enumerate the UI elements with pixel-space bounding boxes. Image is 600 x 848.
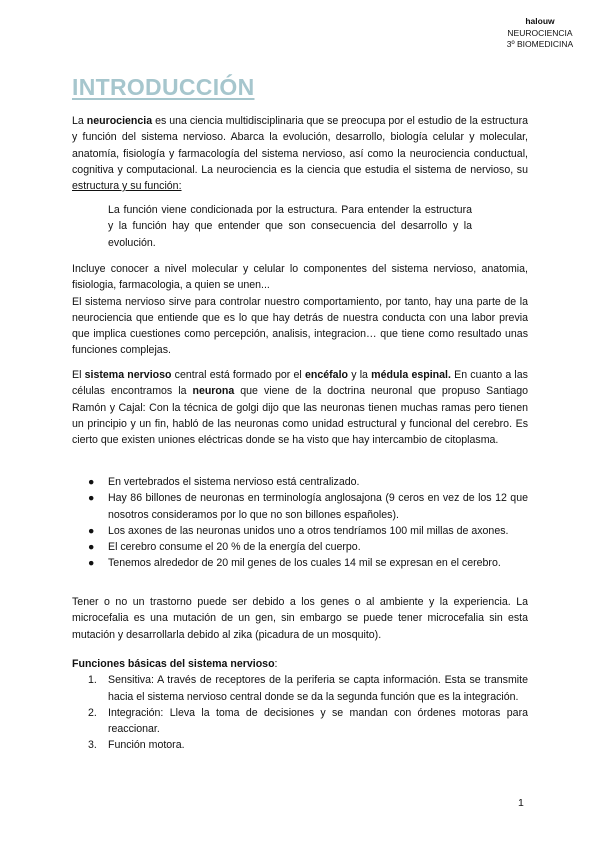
paragraph-includes — [72, 261, 528, 359]
list-item — [72, 672, 528, 705]
text: Los axones de las neuronas unidos uno a otros tendríamos 100 mil millas de axones. — [108, 524, 509, 537]
list-number: 1. — [88, 674, 97, 687]
list-item — [72, 490, 528, 523]
text: es una ciencia multidisciplinaria que se preocupa por el estudio de la estructura y función del sistema nervioso. Abarca la evolución, desarrollo, biología celular y molecular, anatomía, fisiología y farmacología del sistema nervioso, así como la neurociencia conductual, cognitiva y computacional. La neurociencia es la ciencia que estudia el sistema de nervioso, su — [72, 115, 528, 176]
list-item — [72, 539, 528, 555]
bullet-icon: ● — [88, 492, 95, 505]
text: El sistema nervioso sirve para controlar nuestro comportamiento, por tanto, hay una parte de la neurociencia que entiende que es lo que hay detrás de nuestra conducta con una labor previa que implica cuestiones como percepción, analisis, integracion… que tiene como resultado unas funciones complejas. — [72, 295, 528, 357]
text: central está formado por el — [171, 369, 305, 381]
page-number: 1 — [518, 797, 524, 809]
text: Hay 86 billones de neuronas en terminología anglosajona (9 ceros en vez de los 12 que nosotros consideramos por lo que no son billones españoles). — [108, 492, 528, 521]
bold-term: neurona — [192, 385, 235, 398]
bold-term: sistema nervioso — [84, 369, 172, 381]
text: Función motora. — [108, 739, 185, 752]
indented-quote: La función viene condicionada por la estructura. Para entender la estructura y la función hay que entender que son consecuencia del desarrollo y la evolución. — [108, 204, 472, 249]
underlined-text: estructura y su función: — [72, 180, 182, 193]
text: Tenemos alrededor de 20 mil genes de los cuales 14 mil se expresan en el cerebro. — [108, 557, 501, 570]
text: En vertebrados el sistema nervioso está centralizado. — [108, 476, 360, 488]
text: El — [72, 369, 85, 381]
list-item — [72, 523, 528, 539]
bullet-icon: ● — [88, 557, 95, 570]
text: Incluye conocer a nivel molecular y celular lo componentes del sistema nervioso, anatomia, fisiologia, farmacologia, a quien se unen... — [72, 263, 528, 292]
text: Integración: Lleva la toma de decisiones y se mandan con órdenes motoras para reaccionar. — [108, 706, 528, 736]
header-author: halouw — [525, 16, 555, 26]
text: y la — [347, 369, 372, 381]
paragraph-disorders: Tener o no un trastorno puede ser debido a los genes o al ambiente y la experiencia. La microcefalia es una mutación de un gen, sin embargo se puede tener microcefalia sin esta mutación y desarrollarla debido al zika (picadura de un mosquito). — [72, 596, 528, 641]
bold-term: neurociencia — [86, 115, 153, 127]
list-item — [72, 737, 528, 753]
text: En cuanto a las células encontramos la — [72, 369, 528, 398]
list-number: 3. — [88, 739, 97, 752]
header-subject: NEUROCIENCIA — [507, 27, 573, 38]
paragraph-nervous-system — [72, 367, 528, 448]
list-item — [72, 474, 528, 490]
header-course: 3º BIOMEDICINA — [506, 39, 574, 49]
text: Sensitiva: A través de receptores de la periferia se capta información. Esta se transmite hacia el sistema nervioso central donde se da la segunda función que es la integración. — [108, 674, 528, 703]
numbered-list — [72, 672, 528, 753]
bullet-list — [72, 474, 528, 572]
list-number: 2. — [88, 706, 97, 719]
bullet-icon: ● — [88, 541, 95, 554]
list-item — [72, 705, 528, 738]
text: El cerebro consume el 20 % de la energía del cuerpo. — [108, 541, 361, 554]
text: La — [72, 115, 87, 127]
text: : — [274, 658, 278, 670]
page-title: INTRODUCCIÓN — [72, 74, 255, 100]
functions-section — [72, 656, 528, 754]
paragraph-intro — [72, 113, 528, 194]
bold-term: encéfalo — [305, 369, 348, 381]
bold-term: médula espinal. — [371, 369, 451, 381]
text: que viene de la doctrina neuronal que propuso Santiago Ramón y Cajal: Con la técnica de golgi dijo que las neuronas tienen muchas ramas pero tienen un principio y un fin, habló de las neuronas como unidad estructural y funcional del cerebro. Es cierto que existen uniones eléctricas donde se ha visto que hay intercambio de citoplasma. — [72, 385, 528, 447]
bullet-icon: ● — [88, 524, 95, 537]
page-header — [470, 16, 600, 51]
list-item — [72, 555, 528, 571]
bullet-icon: ● — [88, 476, 95, 488]
functions-heading: Funciones básicas del sistema nervioso — [72, 658, 275, 670]
